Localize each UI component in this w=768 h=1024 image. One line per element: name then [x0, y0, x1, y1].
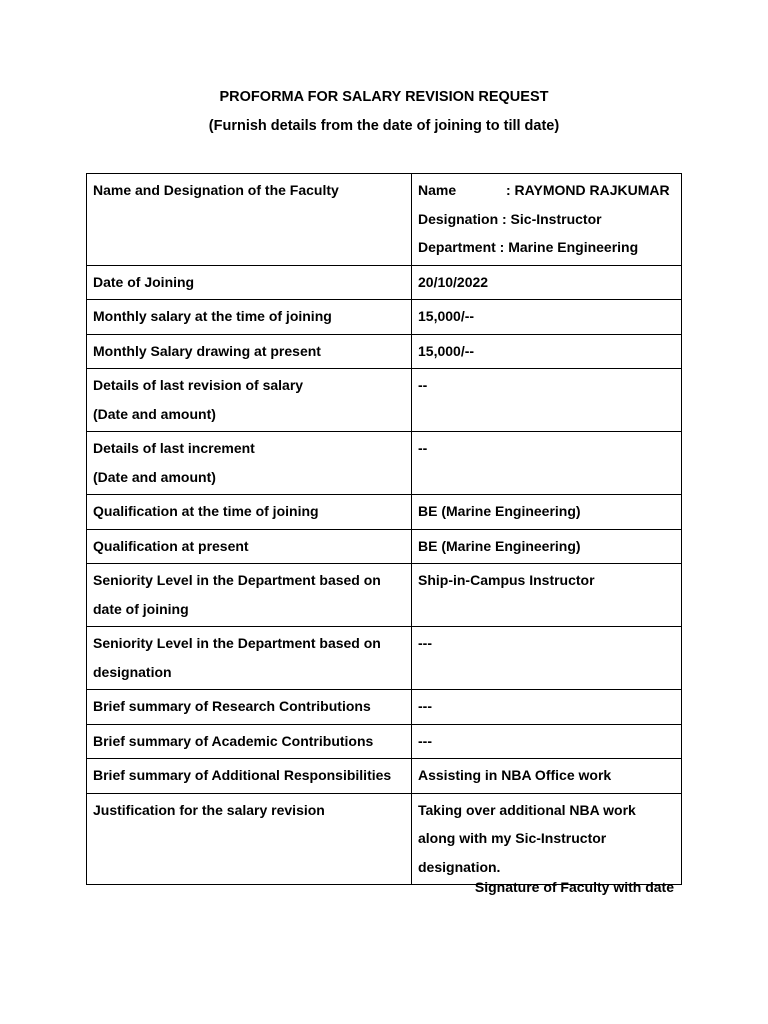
field-label: Seniority Level in the Department based on date of joining: [87, 564, 412, 627]
field-label: Brief summary of Research Contributions: [87, 690, 412, 725]
table-row: [87, 564, 682, 627]
name-value: : RAYMOND RAJKUMAR: [506, 182, 670, 198]
field-value: ---: [412, 724, 682, 759]
field-label: Brief summary of Additional Responsibilities: [87, 759, 412, 794]
document-title: PROFORMA FOR SALARY REVISION REQUEST: [219, 89, 549, 105]
field-value: Assisting in NBA Office work: [412, 759, 682, 794]
field-label: Monthly salary at the time of joining: [87, 300, 412, 335]
document-subtitle: (Furnish details from the date of joining to till date): [208, 118, 560, 134]
table-row: [87, 174, 682, 266]
field-label: Qualification at the time of joining: [87, 495, 412, 530]
field-value: ---: [412, 627, 682, 690]
table-row: [87, 627, 682, 690]
field-value: 15,000/--: [412, 300, 682, 335]
field-value: 20/10/2022: [412, 265, 682, 300]
field-label: Seniority Level in the Department based on designation: [87, 627, 412, 690]
table-row: [87, 724, 682, 759]
department-value: Department : Marine Engineering: [418, 239, 639, 255]
field-label: Monthly Salary drawing at present: [87, 334, 412, 369]
table-row: [87, 300, 682, 335]
field-value: BE (Marine Engineering): [412, 495, 682, 530]
field-value: BE (Marine Engineering): [412, 529, 682, 564]
field-label: Brief summary of Academic Contributions: [87, 724, 412, 759]
table-row: [87, 432, 682, 495]
table-row: [87, 265, 682, 300]
field-value: --: [412, 432, 682, 495]
field-label: Date of Joining: [87, 265, 412, 300]
table-row: [87, 759, 682, 794]
field-label: Details of last revision of salary (Date and amount): [87, 369, 412, 432]
field-label: Details of last increment (Date and amount): [87, 432, 412, 495]
table-row: [87, 690, 682, 725]
field-value: 15,000/--: [412, 334, 682, 369]
field-value: ---: [412, 690, 682, 725]
proforma-table: [86, 173, 682, 885]
field-label: Name and Designation of the Faculty: [87, 174, 412, 266]
field-value: Taking over additional NBA work along with my Sic-Instructor designation.: [412, 793, 682, 885]
table-row: [87, 529, 682, 564]
field-value: [412, 174, 682, 266]
name-key: Name: [418, 182, 457, 198]
table-row: [87, 334, 682, 369]
designation-value: Designation : Sic-Instructor: [418, 210, 602, 227]
field-label: Justification for the salary revision: [87, 793, 412, 885]
signature-line: Signature of Faculty with date: [474, 879, 674, 895]
field-value: --: [412, 369, 682, 432]
table-row: [87, 495, 682, 530]
table-row: [87, 793, 682, 885]
field-value: Ship-in-Campus Instructor: [412, 564, 682, 627]
field-label: Qualification at present: [87, 529, 412, 564]
table-row: [87, 369, 682, 432]
